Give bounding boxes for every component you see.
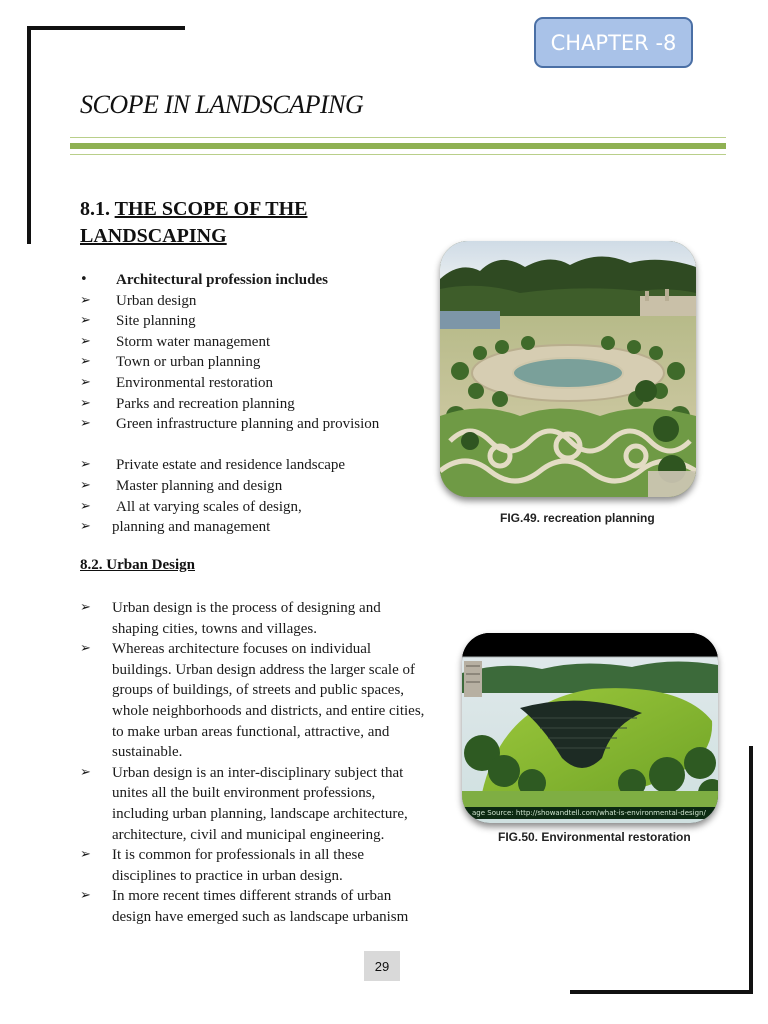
list-item — [80, 476, 430, 497]
green-roof-building-illustration — [462, 633, 718, 823]
list-item — [80, 311, 430, 332]
list-item — [80, 455, 430, 476]
arrow-bullet-icon: ➢ — [80, 498, 91, 514]
list-item — [80, 639, 425, 763]
list-item — [80, 763, 425, 845]
list-item-label: Urban design — [116, 292, 197, 309]
corner-frame-bottom-right-vertical — [749, 746, 753, 994]
arrow-bullet-icon: ➢ — [80, 477, 91, 493]
list-item — [80, 598, 425, 639]
list-item — [80, 886, 425, 927]
corner-frame-top-left-horizontal — [27, 26, 185, 30]
bullet-dot-icon: • — [80, 272, 88, 287]
list-item — [80, 845, 425, 886]
figure-50-caption: FIG.50. Environmental restoration — [498, 830, 691, 844]
title-rule-top — [70, 137, 726, 138]
list-item-label: Parks and recreation planning — [116, 395, 295, 412]
section-heading-8-2: 8.2. Urban Design — [80, 557, 196, 573]
arrow-bullet-icon: ➢ — [80, 292, 91, 308]
list-item — [80, 517, 430, 538]
paragraph-text: Urban design is an inter-disciplinary subject that unites all the built environment professions, including urban planning, landscape architecture, architecture, civil and municipal engineering. — [112, 764, 408, 843]
image-source-credit: age Source: http://showandtell.com/what-is-environmental-design/ — [462, 807, 718, 819]
list-item — [80, 373, 430, 394]
section-heading-8-1 — [80, 196, 380, 250]
scope-list — [80, 270, 430, 538]
list-item-label: Private estate and residence landscape — [116, 457, 346, 474]
paragraph-text: Urban design is the process of designing and shaping cities, towns and villages. — [112, 600, 381, 637]
list-item-label: Site planning — [116, 313, 196, 330]
arrow-bullet-icon: ➢ — [80, 416, 91, 432]
list-item — [80, 497, 430, 518]
arrow-bullet-icon: ➢ — [80, 888, 91, 904]
title-rule-bottom — [70, 154, 726, 155]
arrow-bullet-icon: ➢ — [80, 374, 91, 390]
list-item-label: Environmental restoration — [116, 374, 274, 391]
arrow-bullet-icon: ➢ — [80, 641, 91, 657]
list-item-label: Architectural profession includes — [116, 272, 328, 288]
arrow-bullet-icon: ➢ — [80, 847, 91, 863]
corner-frame-bottom-right-horizontal — [570, 990, 753, 994]
arrow-bullet-icon: ➢ — [80, 395, 91, 411]
arrow-bullet-icon: ➢ — [80, 354, 91, 370]
arrow-bullet-icon: ➢ — [80, 519, 91, 535]
chapter-badge: CHAPTER -8 — [534, 17, 693, 68]
list-item-label: planning and management — [112, 519, 271, 536]
page-number: 29 — [364, 951, 400, 981]
page-title: SCOPE IN LANDSCAPING — [80, 90, 364, 119]
arrow-bullet-icon: ➢ — [80, 313, 91, 329]
figure-recreation-planning-image — [440, 241, 696, 497]
list-item-label: Green infrastructure planning and provision — [116, 416, 380, 433]
urban-design-list — [80, 598, 425, 928]
paragraph-text: It is common for professionals in all these disciplines to practice in urban design. — [112, 847, 365, 884]
paragraph-text: Whereas architecture focuses on individual buildings. Urban design address the larger scale of groups of buildings, of streets and public spaces, whole neighborhoods and districts, and entire cities, to make urban areas functional, attractive, and sustainable. — [112, 641, 425, 761]
garden-parterre-illustration — [440, 241, 696, 497]
title-rule-main — [70, 143, 726, 149]
list-item-label: Storm water management — [116, 333, 271, 350]
arrow-bullet-icon: ➢ — [80, 764, 91, 780]
list-item — [80, 394, 430, 415]
list-item — [80, 414, 430, 435]
list-item-lead — [80, 270, 430, 291]
list-item — [80, 332, 430, 353]
section-number: 8.1. — [80, 198, 110, 220]
list-item-label: Town or urban planning — [116, 354, 261, 371]
arrow-bullet-icon: ➢ — [80, 333, 91, 349]
list-item — [80, 352, 430, 373]
figure-49-caption: FIG.49. recreation planning — [500, 511, 655, 525]
arrow-bullet-icon: ➢ — [80, 457, 91, 473]
list-item-label: Master planning and design — [116, 477, 283, 494]
arrow-bullet-icon: ➢ — [80, 600, 91, 615]
list-item — [80, 291, 430, 312]
paragraph-text: In more recent times different strands of urban design have emerged such as landscape urbanism — [112, 888, 409, 925]
list-item-label: All at varying scales of design, — [116, 498, 302, 515]
section-title-line1: THE SCOPE OF THE — [114, 198, 308, 220]
corner-frame-top-left-vertical — [27, 26, 31, 244]
figure-environmental-restoration-image — [462, 633, 718, 823]
section-title-line2: LANDSCAPING — [80, 225, 227, 247]
